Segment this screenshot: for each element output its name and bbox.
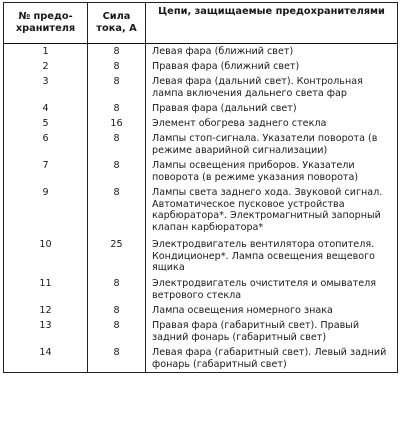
header-fuse-number bbox=[4, 3, 88, 44]
current-cell: 8 bbox=[88, 74, 146, 101]
circuit-description-cell: Левая фара (дальний свет). Контрольная лампа включения дальнего света фар bbox=[146, 74, 398, 101]
current-cell: 8 bbox=[88, 276, 146, 303]
header-row bbox=[4, 3, 398, 44]
header-circuits: Цепи, защищаемые предохранителями bbox=[146, 3, 398, 44]
current-cell: 25 bbox=[88, 237, 146, 276]
fuse-table bbox=[3, 2, 398, 373]
circuit-description-cell: Правая фара (габаритный свет). Правый задний фонарь (габаритный свет) bbox=[146, 318, 398, 345]
fuse-number-cell: 3 bbox=[4, 74, 88, 101]
table-body bbox=[4, 44, 398, 373]
current-cell: 8 bbox=[88, 185, 146, 237]
table-row bbox=[4, 59, 398, 74]
table-row bbox=[4, 345, 398, 373]
fuse-number-cell: 5 bbox=[4, 116, 88, 131]
table-row bbox=[4, 158, 398, 185]
table-row bbox=[4, 74, 398, 101]
current-cell: 8 bbox=[88, 158, 146, 185]
header-current bbox=[88, 3, 146, 44]
fuse-number-cell: 6 bbox=[4, 131, 88, 158]
table-row bbox=[4, 318, 398, 345]
circuit-description-cell: Лампы освещения приборов. Указатели поворота (в режиме указания поворота) bbox=[146, 158, 398, 185]
circuit-description-cell: Лампа освещения номерного знака bbox=[146, 303, 398, 318]
fuse-number-cell: 13 bbox=[4, 318, 88, 345]
circuit-description-cell: Правая фара (дальний свет) bbox=[146, 101, 398, 116]
table-row bbox=[4, 185, 398, 237]
fuse-number-cell: 7 bbox=[4, 158, 88, 185]
circuit-description-cell: Левая фара (ближний свет) bbox=[146, 44, 398, 60]
circuit-description-cell: Лампы света заднего хода. Звуковой сигнал. Автоматическое пусковое устройства карбюратора*. Электромагнитный запорный клапан карбюратора* bbox=[146, 185, 398, 237]
current-cell: 8 bbox=[88, 59, 146, 74]
circuit-description-cell: Элемент обогрева заднего стекла bbox=[146, 116, 398, 131]
fuse-number-cell: 10 bbox=[4, 237, 88, 276]
circuit-description-cell: Правая фара (ближний свет) bbox=[146, 59, 398, 74]
fuse-number-cell: 4 bbox=[4, 101, 88, 116]
current-cell: 8 bbox=[88, 318, 146, 345]
current-cell: 8 bbox=[88, 303, 146, 318]
table-row bbox=[4, 276, 398, 303]
current-cell: 8 bbox=[88, 44, 146, 60]
circuit-description-cell: Левая фара (габаритный свет). Левый задний фонарь (габаритный свет) bbox=[146, 345, 398, 373]
table-header bbox=[4, 3, 398, 44]
header-fuse-number-line2: хранителя bbox=[15, 23, 76, 34]
header-current-line1: Сила bbox=[102, 11, 131, 22]
table-row bbox=[4, 44, 398, 60]
fuse-number-cell: 1 bbox=[4, 44, 88, 60]
circuit-description-cell: Электродвигатель вентилятора отопителя. Кондиционер*. Лампа освещения вещевого ящика bbox=[146, 237, 398, 276]
current-cell: 8 bbox=[88, 131, 146, 158]
current-cell: 8 bbox=[88, 345, 146, 373]
table-row bbox=[4, 237, 398, 276]
header-current-line2: тока, А bbox=[96, 23, 137, 34]
table-row bbox=[4, 101, 398, 116]
table-row bbox=[4, 116, 398, 131]
current-cell: 16 bbox=[88, 116, 146, 131]
header-fuse-number-line1: № предо- bbox=[18, 11, 73, 22]
fuse-number-cell: 2 bbox=[4, 59, 88, 74]
fuse-number-cell: 11 bbox=[4, 276, 88, 303]
circuit-description-cell: Лампы стоп-сигнала. Указатели поворота (в режиме аварийной сигнализации) bbox=[146, 131, 398, 158]
current-cell: 8 bbox=[88, 101, 146, 116]
fuse-number-cell: 12 bbox=[4, 303, 88, 318]
fuse-number-cell: 14 bbox=[4, 345, 88, 373]
table-row bbox=[4, 303, 398, 318]
circuit-description-cell: Электродвигатель очистителя и омывателя ветрового стекла bbox=[146, 276, 398, 303]
fuse-number-cell: 9 bbox=[4, 185, 88, 237]
table-row bbox=[4, 131, 398, 158]
